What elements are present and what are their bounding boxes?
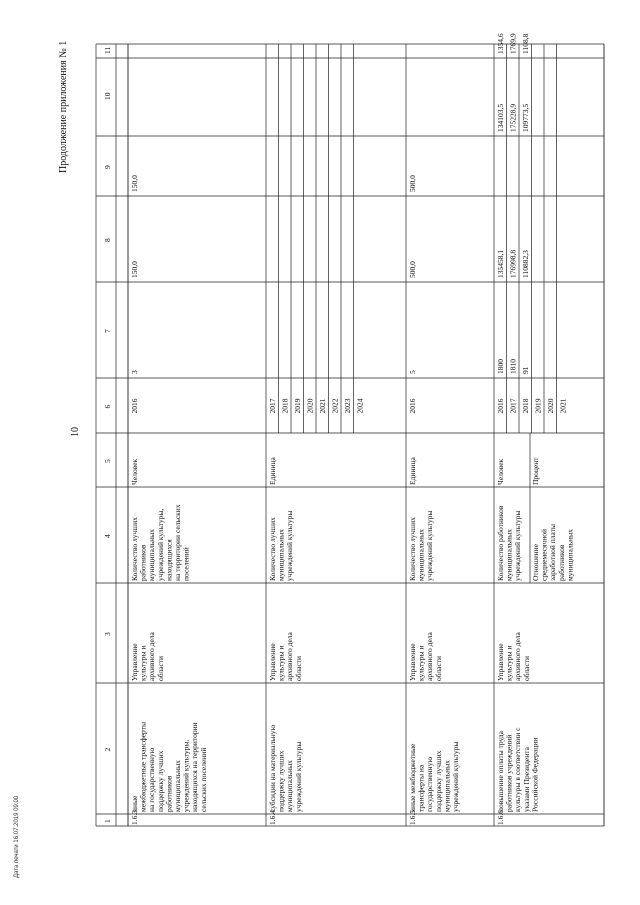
row-unit: Единица [408,457,417,485]
row-name: повышение оплаты труда [496,731,505,812]
column-number: 10 [103,92,112,100]
row-indicator: заработной платы [548,524,558,581]
row-indicator: поселений [181,547,191,581]
row-executor: архивного дела [425,632,435,681]
value-cell: 110882,3 [521,250,530,278]
row-unit: Единица [268,457,277,485]
value-cell: 91 [521,366,530,374]
row-name: работников учреждений [504,734,514,812]
row-name: муниципальных [173,760,182,812]
year-cell: 2017 [508,398,518,414]
value-cell: 3 [130,370,139,374]
row-name: поддержку лучших [155,750,165,812]
row-name: указами Президента [521,747,531,812]
row-name: иные межбюджетные [408,743,417,812]
row-name: работников [164,775,174,812]
row-name: поддержку лучших [276,750,286,812]
row-id: 1.6.5. [408,808,417,825]
year-cell: 2018 [521,398,530,414]
row-indicator: Отношение [531,544,540,581]
year-cell: 2017 [268,398,277,414]
page-number: 10 [70,427,81,437]
column-number: 9 [103,165,112,169]
row-name: учреждений культуры [293,741,303,812]
year-cell: 2024 [355,398,365,414]
row-indicator: Количество лучших [130,517,139,581]
row-unit: Процент [531,457,540,485]
value-cell: 1108,8 [521,33,530,54]
row-executor: культуры и [138,645,148,681]
value-cell: 5 [408,370,417,374]
row-executor: Управление [496,643,505,681]
year-cell: 2020 [305,398,315,414]
year-cell: 2018 [280,398,290,414]
row-unit: Человек [130,458,139,485]
column-number: 2 [103,747,112,752]
row-unit: Человек [496,458,505,485]
year-cell: 2016 [496,398,505,414]
row-name: муниципальных [442,760,452,812]
value-cell: 175228,9 [508,103,518,132]
column-number: 4 [103,534,112,538]
row-indicator: на территории сельских [173,504,182,581]
row-executor: области [293,655,303,681]
year-cell: 2019 [533,398,543,414]
year-cell: 2021 [318,398,327,414]
row-executor: Управление [268,643,277,681]
row-name: трансферты на [416,764,426,812]
row-indicator: муниципальных [416,529,426,581]
value-cell: 109773,5 [521,103,530,132]
value-cell: 1810 [508,359,518,374]
row-indicator: учреждений культуры [425,510,435,581]
row-executor: культуры и [276,645,286,681]
column-number: 8 [103,238,112,242]
row-indicator: муниципальных [565,529,575,581]
row-indicator: находящихся [164,539,174,581]
row-name: межбюджетные трансферты [138,722,148,812]
row-executor: области [155,655,165,681]
column-number: 5 [103,459,112,463]
row-indicator: среднемесячной [539,528,549,581]
column-number: 1 [103,819,112,823]
row-id: 1.6.4. [268,808,277,825]
value-cell: 135458,1 [496,249,505,278]
row-indicator: учреждений культуры, [155,508,165,581]
row-indicator: муниципальных [504,529,514,581]
row-id: 1.6.3. [130,808,139,825]
row-name: сельских поселений [198,747,208,812]
row-executor: архивного дела [285,632,295,681]
year-cell: 2021 [558,398,568,414]
value-cell: 134103,5 [496,103,505,132]
column-number: 11 [103,46,112,54]
row-indicator: работников [556,544,566,581]
row-executor: архивного дела [147,632,157,681]
value-cell: 1354,6 [496,33,505,54]
row-name: учреждений культуры [451,741,460,812]
row-executor: культуры и [416,645,426,681]
value-cell: 1800 [496,359,505,374]
row-executor: области [433,655,443,681]
row-name: на государственную [147,747,157,812]
year-cell: 2020 [546,398,555,414]
row-indicator: учреждений культуры [513,510,523,581]
print-date: Дата печати 16.07.2019 09:00 [14,795,20,878]
row-name: муниципальных [285,760,295,812]
row-executor: архивного дела [513,632,523,681]
value-cell: 500,0 [408,175,417,192]
year-cell: 2019 [293,398,302,414]
row-name: государственную [425,756,435,812]
row-indicator: Количество работников [496,505,505,581]
row-id: 1.6.6. [496,808,505,825]
year-cell: 2016 [408,398,417,414]
row-executor: области [521,655,531,681]
column-number: 3 [103,632,112,636]
row-indicator: учреждений культуры [285,510,295,581]
row-indicator: Количество лучших [408,517,417,581]
column-number: 7 [103,329,112,333]
row-name: учреждений культуры, [181,739,191,812]
row-name: поддержку лучших [433,750,443,812]
year-cell: 2016 [130,398,139,414]
row-executor: Управление [130,643,139,681]
value-cell: 176998,8 [508,249,518,278]
row-executor: Управление [408,643,417,681]
continuation-note: Продолжение приложения № 1 [58,40,69,173]
row-name: находящихся на территории [190,722,200,812]
row-executor: культуры и [504,645,514,681]
value-cell: 150,0 [130,261,139,278]
row-name: субсидии на материальную [268,724,277,812]
row-indicator: работников [138,544,148,581]
value-cell: 500,0 [408,261,417,278]
row-indicator: муниципальных [276,529,286,581]
row-name: иные [130,795,139,812]
value-cell: 1769,9 [508,33,518,54]
row-indicator: Количество лучших [268,517,277,581]
column-number: 6 [103,404,112,409]
year-cell: 2022 [330,398,340,414]
year-cell: 2023 [343,398,352,414]
row-name: культуры в соответствии с [513,727,523,812]
value-cell: 150,0 [130,175,139,192]
row-name: Российской Федерации [530,737,540,812]
row-indicator: муниципальных [147,529,157,581]
